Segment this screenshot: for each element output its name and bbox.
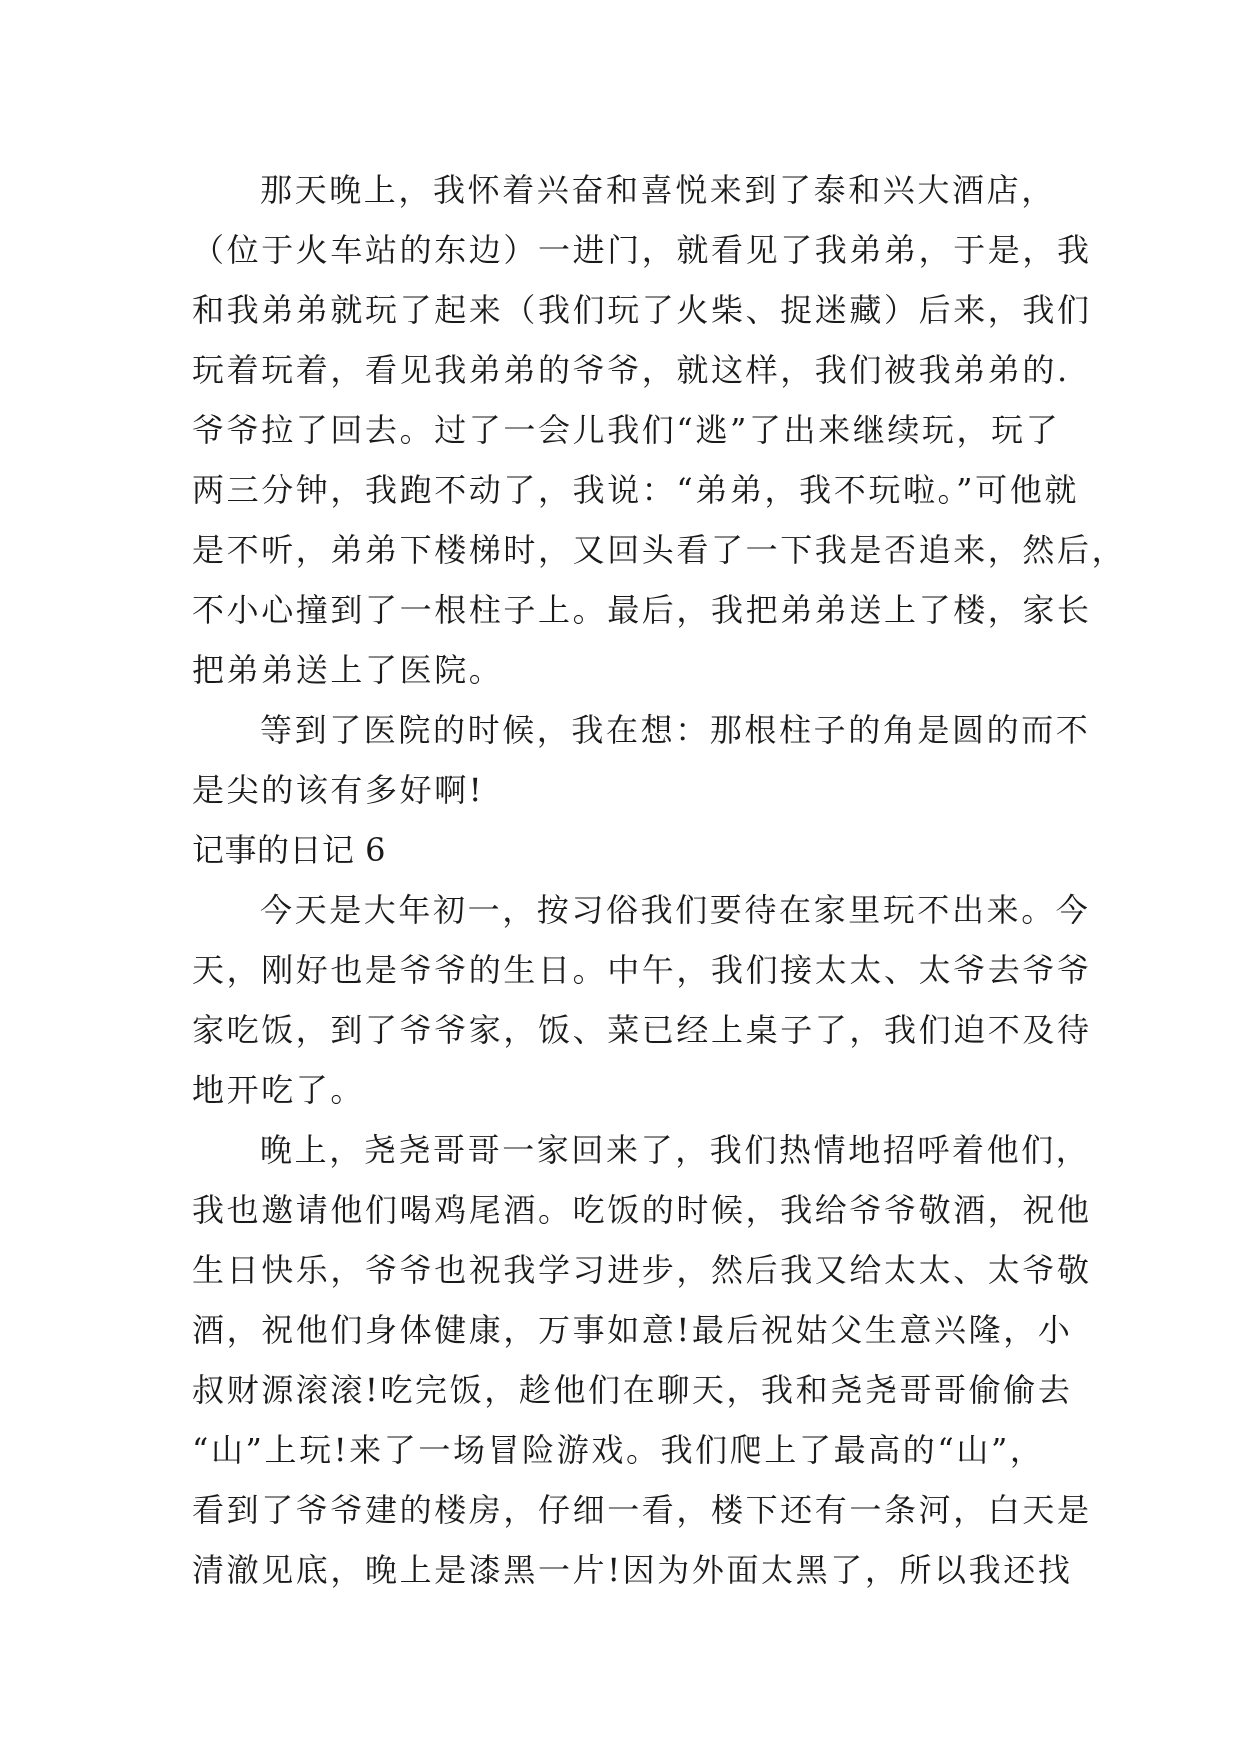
paragraph-line: 酒，祝他们身体健康，万事如意!最后祝姑父生意兴隆，小 xyxy=(192,1311,1073,1349)
paragraph-line: 等到了医院的时候，我在想：那根柱子的角是圆的而不 xyxy=(260,711,1091,749)
paragraph-line: 今天是大年初一，按习俗我们要待在家里玩不出来。今 xyxy=(260,891,1091,929)
section-heading: 记事的日记 6 xyxy=(192,831,387,869)
paragraph-line: 不小心撞到了一根柱子上。最后，我把弟弟送上了楼，家长 xyxy=(192,591,1092,629)
paragraph-line: 和我弟弟就玩了起来（我们玩了火柴、捉迷藏）后来，我们 xyxy=(192,291,1092,329)
paragraph-line: 叔财源滚滚!吃完饭，趁他们在聊天，我和尧尧哥哥偷偷去 xyxy=(192,1371,1073,1409)
paragraph-line: 两三分钟，我跑不动了，我说：“弟弟，我不玩啦。”可他就 xyxy=(192,471,1079,509)
paragraph-line: 是不听，弟弟下楼梯时，又回头看了一下我是否追来，然后， xyxy=(192,531,1127,569)
document-body xyxy=(192,160,1127,1600)
paragraph-line: 清澈见底，晚上是漆黑一片!因为外面太黑了，所以我还找 xyxy=(192,1551,1073,1589)
paragraph-line: 家吃饭，到了爷爷家，饭、菜已经上桌子了，我们迫不及待 xyxy=(192,1011,1092,1049)
paragraph-line: 我也邀请他们喝鸡尾酒。吃饭的时候，我给爷爷敬酒，祝他 xyxy=(192,1191,1092,1229)
paragraph-line: 生日快乐，爷爷也祝我学习进步，然后我又给太太、太爷敬 xyxy=(192,1251,1092,1289)
paragraph-line: “山”上玩!来了一场冒险游戏。我们爬上了最高的“山”， xyxy=(192,1431,1045,1469)
paragraph-line: 那天晚上，我怀着兴奋和喜悦来到了泰和兴大酒店， xyxy=(260,171,1056,209)
paragraph-line: 看到了爷爷建的楼房，仔细一看，楼下还有一条河，白天是 xyxy=(192,1491,1092,1529)
paragraph-line: 爷爷拉了回去。过了一会儿我们“逃”了出来继续玩，玩了 xyxy=(192,411,1061,449)
paragraph-line: 天，刚好也是爷爷的生日。中午，我们接太太、太爷去爷爷 xyxy=(192,951,1092,989)
paragraph-line: 晚上，尧尧哥哥一家回来了，我们热情地招呼着他们， xyxy=(260,1131,1091,1169)
paragraph-line: 地开吃了。 xyxy=(192,1071,366,1109)
paragraph-line: 把弟弟送上了医院。 xyxy=(192,651,504,689)
paragraph-line: （位于火车站的东边）一进门，就看见了我弟弟，于是，我 xyxy=(192,231,1092,269)
paragraph-line: 玩着玩着，看见我弟弟的爷爷，就这样，我们被我弟弟的. xyxy=(192,351,1070,389)
paragraph-line: 是尖的该有多好啊! xyxy=(192,771,485,809)
